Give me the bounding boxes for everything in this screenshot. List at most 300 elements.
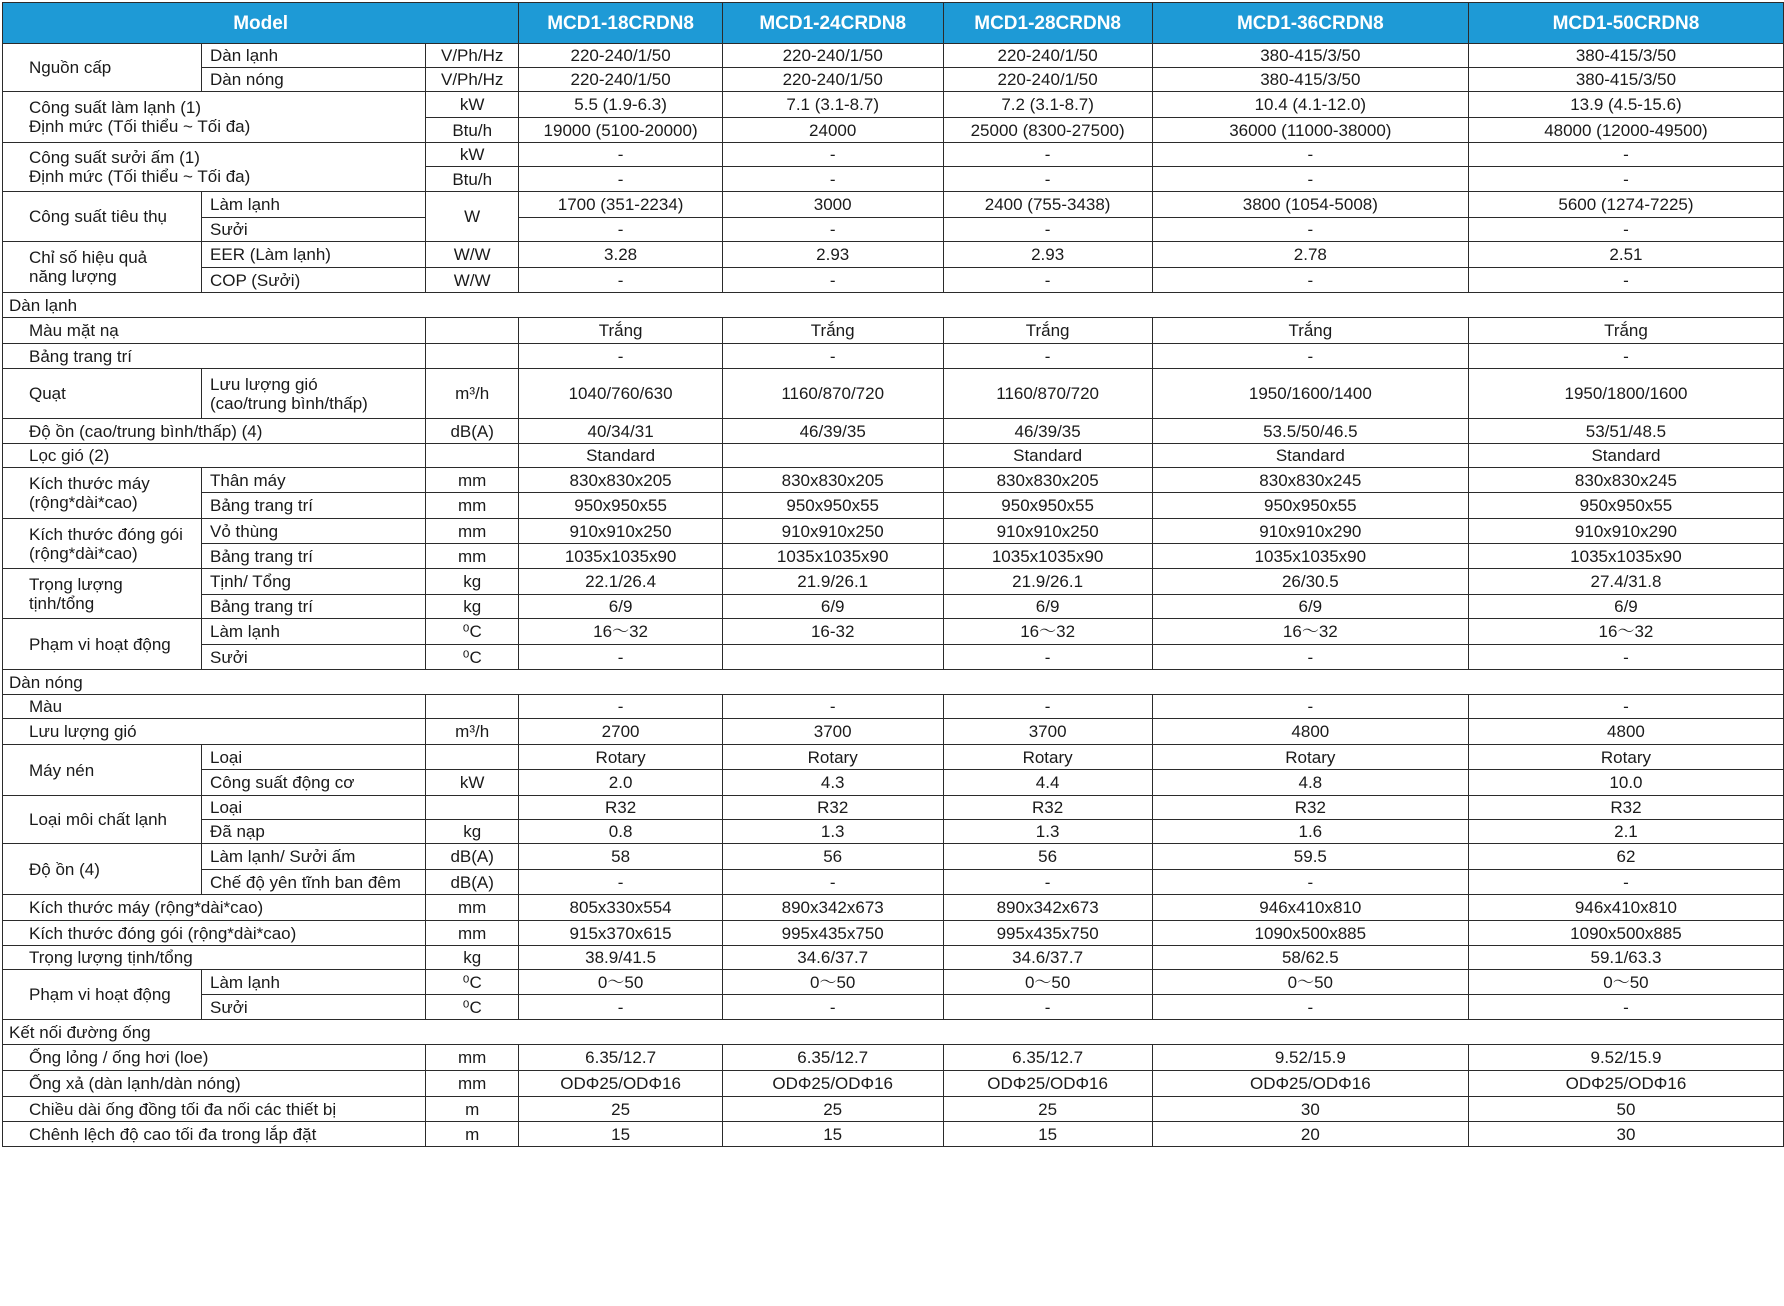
spec-unit: V/Ph/Hz xyxy=(426,68,519,92)
spec-unit: ⁰C xyxy=(426,995,519,1020)
spec-value: Rotary xyxy=(519,745,723,770)
spec-value: 16～32 xyxy=(519,619,723,645)
spec-unit xyxy=(426,444,519,468)
spec-sub-label: Lưu lượng gió (cao/trung bình/thấp) xyxy=(202,369,426,419)
spec-row xyxy=(3,719,1784,745)
spec-group-label: Phạm vi hoạt động xyxy=(3,970,202,1020)
section-row xyxy=(3,293,1784,318)
spec-value: Standard xyxy=(1468,444,1783,468)
spec-value: 2.1 xyxy=(1468,820,1783,844)
spec-value: 220-240/1/50 xyxy=(943,68,1152,92)
spec-value: 46/39/35 xyxy=(943,419,1152,444)
spec-value: - xyxy=(943,344,1152,369)
spec-value: 950x950x55 xyxy=(519,493,723,519)
spec-value: 3700 xyxy=(722,719,943,745)
spec-value: - xyxy=(722,268,943,293)
spec-value: 3000 xyxy=(722,192,943,218)
spec-value: 0～50 xyxy=(519,970,723,995)
spec-value: 15 xyxy=(519,1122,723,1147)
spec-value: 6.35/12.7 xyxy=(943,1045,1152,1071)
spec-value xyxy=(722,645,943,670)
spec-row xyxy=(3,1097,1784,1122)
spec-row xyxy=(3,619,1784,645)
spec-value: 890x342x673 xyxy=(722,895,943,921)
spec-value: 1160/870/720 xyxy=(722,369,943,419)
spec-value: - xyxy=(519,344,723,369)
spec-row xyxy=(3,1045,1784,1071)
spec-value: - xyxy=(1468,268,1783,293)
spec-value: 950x950x55 xyxy=(1468,493,1783,519)
model-name: MCD1-28CRDN8 xyxy=(943,3,1152,44)
spec-value: 30 xyxy=(1152,1097,1468,1122)
spec-row xyxy=(3,569,1784,595)
spec-unit: mm xyxy=(426,921,519,946)
spec-value: R32 xyxy=(722,796,943,820)
spec-sub-label: Sưởi xyxy=(202,645,426,670)
spec-value: 7.1 (3.1-8.7) xyxy=(722,92,943,118)
spec-value: Trắng xyxy=(943,318,1152,344)
spec-value: 910x910x290 xyxy=(1468,519,1783,544)
spec-value: 910x910x290 xyxy=(1152,519,1468,544)
spec-group-label: Nguồn cấp xyxy=(3,44,202,92)
spec-value: 1.6 xyxy=(1152,820,1468,844)
spec-value: 220-240/1/50 xyxy=(722,68,943,92)
spec-value: - xyxy=(943,870,1152,895)
spec-row xyxy=(3,796,1784,820)
spec-unit: mm xyxy=(426,895,519,921)
spec-value: 16～32 xyxy=(943,619,1152,645)
spec-sub-label: Vỏ thùng xyxy=(202,519,426,544)
spec-value: - xyxy=(722,143,943,167)
spec-value: 915x370x615 xyxy=(519,921,723,946)
spec-row xyxy=(3,820,1784,844)
section-row xyxy=(3,1020,1784,1045)
spec-sub-label: COP (Sưởi) xyxy=(202,268,426,293)
spec-row xyxy=(3,318,1784,344)
spec-unit xyxy=(426,318,519,344)
spec-value: 46/39/35 xyxy=(722,419,943,444)
spec-group-label: Công suất sưởi ấm (1) Định mức (Tối thiểu ~ Tối đa) xyxy=(3,143,426,192)
spec-value: ODΦ25/ODΦ16 xyxy=(519,1071,723,1097)
spec-row xyxy=(3,519,1784,544)
spec-value: 34.6/37.7 xyxy=(943,946,1152,970)
spec-unit: m³/h xyxy=(426,369,519,419)
spec-sub-label: Bảng trang trí xyxy=(202,595,426,619)
spec-value: Standard xyxy=(519,444,723,468)
spec-value: 34.6/37.7 xyxy=(722,946,943,970)
spec-value: 0～50 xyxy=(1468,970,1783,995)
spec-sub-label: Dàn lạnh xyxy=(202,44,426,68)
spec-value: - xyxy=(722,167,943,192)
spec-body xyxy=(3,44,1784,1147)
spec-value: 25 xyxy=(722,1097,943,1122)
spec-value: 53/51/48.5 xyxy=(1468,419,1783,444)
spec-value: 25 xyxy=(943,1097,1152,1122)
spec-value: 56 xyxy=(943,844,1152,870)
spec-label: Trọng lượng tịnh/tổng xyxy=(3,946,426,970)
spec-row xyxy=(3,344,1784,369)
spec-value: 1040/760/630 xyxy=(519,369,723,419)
spec-sub-label: Dàn nóng xyxy=(202,68,426,92)
spec-value: 6/9 xyxy=(519,595,723,619)
spec-row xyxy=(3,895,1784,921)
spec-value: 380-415/3/50 xyxy=(1152,44,1468,68)
spec-value: - xyxy=(722,218,943,242)
spec-unit xyxy=(426,745,519,770)
spec-label: Chiều dài ống đồng tối đa nối các thiết bị xyxy=(3,1097,426,1122)
spec-value: Rotary xyxy=(722,745,943,770)
spec-value: 830x830x205 xyxy=(943,468,1152,493)
spec-value: Rotary xyxy=(1468,745,1783,770)
spec-value: - xyxy=(519,268,723,293)
spec-unit: W/W xyxy=(426,268,519,293)
spec-value: 10.4 (4.1-12.0) xyxy=(1152,92,1468,118)
spec-unit: mm xyxy=(426,544,519,569)
spec-value: 2.93 xyxy=(943,242,1152,268)
spec-value: 2.0 xyxy=(519,770,723,796)
spec-value: 3.28 xyxy=(519,242,723,268)
spec-row xyxy=(3,921,1784,946)
spec-sub-label: EER (Làm lạnh) xyxy=(202,242,426,268)
spec-unit: V/Ph/Hz xyxy=(426,44,519,68)
spec-unit: Btu/h xyxy=(426,118,519,143)
spec-value: 910x910x250 xyxy=(943,519,1152,544)
spec-label: Ống xả (dàn lạnh/dàn nóng) xyxy=(3,1071,426,1097)
spec-label: Chênh lệch độ cao tối đa trong lắp đặt xyxy=(3,1122,426,1147)
spec-unit: mm xyxy=(426,519,519,544)
spec-unit: m xyxy=(426,1097,519,1122)
spec-row xyxy=(3,143,1784,167)
spec-group-label: Kích thước đóng gói (rộng*dài*cao) xyxy=(3,519,202,569)
spec-value: 58/62.5 xyxy=(1152,946,1468,970)
spec-sub-label: Bảng trang trí xyxy=(202,544,426,569)
spec-value: - xyxy=(1468,218,1783,242)
spec-sub-label: Loại xyxy=(202,745,426,770)
spec-group-label: Phạm vi hoạt động xyxy=(3,619,202,670)
spec-value: - xyxy=(1152,645,1468,670)
spec-unit: kg xyxy=(426,569,519,595)
spec-row xyxy=(3,444,1784,468)
spec-value: - xyxy=(519,995,723,1020)
spec-value: 62 xyxy=(1468,844,1783,870)
model-name: MCD1-24CRDN8 xyxy=(722,3,943,44)
spec-value: 890x342x673 xyxy=(943,895,1152,921)
spec-value: 4800 xyxy=(1152,719,1468,745)
spec-value: 830x830x205 xyxy=(519,468,723,493)
spec-label: Bảng trang trí xyxy=(3,344,426,369)
spec-value: 2700 xyxy=(519,719,723,745)
spec-value: 9.52/15.9 xyxy=(1152,1045,1468,1071)
spec-value: 0～50 xyxy=(1152,970,1468,995)
spec-value: 10.0 xyxy=(1468,770,1783,796)
spec-value: 59.1/63.3 xyxy=(1468,946,1783,970)
spec-value: - xyxy=(722,870,943,895)
spec-value: 6.35/12.7 xyxy=(722,1045,943,1071)
spec-value: 2400 (755-3438) xyxy=(943,192,1152,218)
spec-value: 220-240/1/50 xyxy=(722,44,943,68)
spec-row xyxy=(3,369,1784,419)
spec-row xyxy=(3,419,1784,444)
spec-label: Ống lỏng / ống hơi (loe) xyxy=(3,1045,426,1071)
spec-unit: ⁰C xyxy=(426,619,519,645)
spec-value: 16-32 xyxy=(722,619,943,645)
spec-sub-label: Đã nạp xyxy=(202,820,426,844)
model-header: Model xyxy=(3,3,519,44)
spec-value: 6.35/12.7 xyxy=(519,1045,723,1071)
spec-value: 1.3 xyxy=(722,820,943,844)
spec-unit: mm xyxy=(426,1045,519,1071)
spec-value: 2.51 xyxy=(1468,242,1783,268)
spec-value: 36000 (11000-38000) xyxy=(1152,118,1468,143)
spec-value: - xyxy=(519,645,723,670)
spec-value: 910x910x250 xyxy=(519,519,723,544)
spec-value: 16～32 xyxy=(1468,619,1783,645)
spec-value: 380-415/3/50 xyxy=(1468,68,1783,92)
spec-value: 1035x1035x90 xyxy=(943,544,1152,569)
spec-unit: mm xyxy=(426,493,519,519)
spec-value: ODΦ25/ODΦ16 xyxy=(722,1071,943,1097)
spec-unit: dB(A) xyxy=(426,419,519,444)
spec-row xyxy=(3,218,1784,242)
spec-unit: kW xyxy=(426,143,519,167)
spec-sub-label: Công suất động cơ xyxy=(202,770,426,796)
spec-value: 830x830x245 xyxy=(1152,468,1468,493)
spec-value: 48000 (12000-49500) xyxy=(1468,118,1783,143)
spec-value: - xyxy=(722,995,943,1020)
spec-value: 950x950x55 xyxy=(1152,493,1468,519)
section-row xyxy=(3,670,1784,695)
spec-value: R32 xyxy=(1468,796,1783,820)
spec-value: 6/9 xyxy=(1152,595,1468,619)
spec-value: 220-240/1/50 xyxy=(943,44,1152,68)
spec-value: 6/9 xyxy=(722,595,943,619)
spec-value: 25 xyxy=(519,1097,723,1122)
spec-sub-label: Sưởi xyxy=(202,218,426,242)
spec-value: 1950/1800/1600 xyxy=(1468,369,1783,419)
spec-value: - xyxy=(1468,870,1783,895)
spec-value: - xyxy=(722,344,943,369)
spec-value: R32 xyxy=(519,796,723,820)
spec-unit xyxy=(426,695,519,719)
spec-value: - xyxy=(519,167,723,192)
spec-value: 4800 xyxy=(1468,719,1783,745)
spec-value: ODΦ25/ODΦ16 xyxy=(1468,1071,1783,1097)
spec-value: 220-240/1/50 xyxy=(519,68,723,92)
spec-value: 6/9 xyxy=(1468,595,1783,619)
spec-value: - xyxy=(1468,143,1783,167)
model-name: MCD1-18CRDN8 xyxy=(519,3,723,44)
spec-value: 3700 xyxy=(943,719,1152,745)
spec-value: 1090x500x885 xyxy=(1468,921,1783,946)
spec-sub-label: Bảng trang trí xyxy=(202,493,426,519)
spec-value: - xyxy=(1468,645,1783,670)
spec-value: - xyxy=(519,695,723,719)
spec-value: 380-415/3/50 xyxy=(1152,68,1468,92)
spec-value: 6/9 xyxy=(943,595,1152,619)
spec-label: Màu xyxy=(3,695,426,719)
spec-unit: m xyxy=(426,1122,519,1147)
spec-value: Standard xyxy=(943,444,1152,468)
spec-value: 38.9/41.5 xyxy=(519,946,723,970)
spec-sub-label: Loại xyxy=(202,796,426,820)
spec-value: 950x950x55 xyxy=(943,493,1152,519)
spec-value: Trắng xyxy=(519,318,723,344)
spec-sub-label: Chế độ yên tĩnh ban đêm xyxy=(202,870,426,895)
spec-value: 15 xyxy=(943,1122,1152,1147)
spec-value: Trắng xyxy=(722,318,943,344)
spec-row xyxy=(3,242,1784,268)
spec-value: 0～50 xyxy=(943,970,1152,995)
spec-value: 995x435x750 xyxy=(943,921,1152,946)
spec-value: - xyxy=(943,645,1152,670)
spec-value: 1035x1035x90 xyxy=(1468,544,1783,569)
spec-value: 2.78 xyxy=(1152,242,1468,268)
spec-unit: kW xyxy=(426,770,519,796)
spec-value: 25000 (8300-27500) xyxy=(943,118,1152,143)
spec-value: 26/30.5 xyxy=(1152,569,1468,595)
spec-value: 946x410x810 xyxy=(1468,895,1783,921)
spec-label: Lọc gió (2) xyxy=(3,444,426,468)
spec-value: 20 xyxy=(1152,1122,1468,1147)
spec-unit: mm xyxy=(426,468,519,493)
spec-value: - xyxy=(1152,995,1468,1020)
spec-row xyxy=(3,970,1784,995)
spec-value: Standard xyxy=(1152,444,1468,468)
spec-value: - xyxy=(1152,218,1468,242)
spec-value: 1035x1035x90 xyxy=(722,544,943,569)
spec-value: 910x910x250 xyxy=(722,519,943,544)
spec-label: Kích thước đóng gói (rộng*dài*cao) xyxy=(3,921,426,946)
spec-value: - xyxy=(943,218,1152,242)
spec-row xyxy=(3,68,1784,92)
spec-value: 830x830x245 xyxy=(1468,468,1783,493)
spec-value: 1.3 xyxy=(943,820,1152,844)
spec-value xyxy=(722,444,943,468)
spec-sub-label: Làm lạnh xyxy=(202,192,426,218)
spec-value: 24000 xyxy=(722,118,943,143)
spec-value: 4.3 xyxy=(722,770,943,796)
spec-unit: kg xyxy=(426,946,519,970)
spec-row xyxy=(3,645,1784,670)
spec-value: - xyxy=(1468,167,1783,192)
section-title: Dàn lạnh xyxy=(3,293,1784,318)
spec-sub-label: Làm lạnh/ Sưởi ấm xyxy=(202,844,426,870)
spec-unit: W/W xyxy=(426,242,519,268)
spec-group-label: Kích thước máy (rộng*dài*cao) xyxy=(3,468,202,519)
spec-value: 30 xyxy=(1468,1122,1783,1147)
spec-sub-label: Làm lạnh xyxy=(202,619,426,645)
spec-value: 1035x1035x90 xyxy=(519,544,723,569)
spec-row xyxy=(3,595,1784,619)
spec-value: 946x410x810 xyxy=(1152,895,1468,921)
spec-group-label: Trọng lượng tịnh/tổng xyxy=(3,569,202,619)
spec-value: 4.4 xyxy=(943,770,1152,796)
spec-value: 995x435x750 xyxy=(722,921,943,946)
spec-value: 0～50 xyxy=(722,970,943,995)
section-title: Kết nối đường ống xyxy=(3,1020,1784,1045)
spec-value: 21.9/26.1 xyxy=(722,569,943,595)
spec-value: - xyxy=(943,695,1152,719)
spec-value: - xyxy=(1468,344,1783,369)
spec-unit xyxy=(426,344,519,369)
spec-value: - xyxy=(943,143,1152,167)
spec-value: - xyxy=(1152,268,1468,293)
spec-unit: m³/h xyxy=(426,719,519,745)
spec-value: - xyxy=(943,995,1152,1020)
spec-value: 2.93 xyxy=(722,242,943,268)
section-title: Dàn nóng xyxy=(3,670,1784,695)
spec-value: R32 xyxy=(1152,796,1468,820)
spec-value: Rotary xyxy=(943,745,1152,770)
spec-value: 9.52/15.9 xyxy=(1468,1045,1783,1071)
spec-row xyxy=(3,493,1784,519)
spec-value: 59.5 xyxy=(1152,844,1468,870)
spec-value: 5600 (1274-7225) xyxy=(1468,192,1783,218)
spec-group-label: Loại môi chất lạnh xyxy=(3,796,202,844)
spec-label: Màu mặt nạ xyxy=(3,318,426,344)
spec-unit: kg xyxy=(426,595,519,619)
spec-value: 950x950x55 xyxy=(722,493,943,519)
spec-value: 0.8 xyxy=(519,820,723,844)
spec-unit: kg xyxy=(426,820,519,844)
spec-value: - xyxy=(1152,695,1468,719)
spec-unit: dB(A) xyxy=(426,844,519,870)
spec-group-label: Công suất tiêu thụ xyxy=(3,192,202,242)
spec-value: 3800 (1054-5008) xyxy=(1152,192,1468,218)
spec-group-label: Công suất làm lạnh (1) Định mức (Tối thiểu ~ Tối đa) xyxy=(3,92,426,143)
spec-value: Trắng xyxy=(1152,318,1468,344)
spec-group-label: Máy nén xyxy=(3,745,202,796)
spec-value: 1035x1035x90 xyxy=(1152,544,1468,569)
spec-value: 5.5 (1.9-6.3) xyxy=(519,92,723,118)
spec-label: Kích thước máy (rộng*dài*cao) xyxy=(3,895,426,921)
spec-unit: mm xyxy=(426,1071,519,1097)
spec-value: 16～32 xyxy=(1152,619,1468,645)
spec-unit: kW xyxy=(426,92,519,118)
spec-value: - xyxy=(519,218,723,242)
spec-value: - xyxy=(519,870,723,895)
spec-row xyxy=(3,870,1784,895)
spec-row xyxy=(3,1071,1784,1097)
spec-value: - xyxy=(722,695,943,719)
spec-row xyxy=(3,268,1784,293)
spec-value: 805x330x554 xyxy=(519,895,723,921)
spec-label: Lưu lượng gió xyxy=(3,719,426,745)
spec-group-label: Độ ồn (4) xyxy=(3,844,202,895)
spec-value: ODΦ25/ODΦ16 xyxy=(943,1071,1152,1097)
spec-value: 53.5/50/46.5 xyxy=(1152,419,1468,444)
spec-value: - xyxy=(1152,344,1468,369)
spec-value: 1090x500x885 xyxy=(1152,921,1468,946)
spec-value: 380-415/3/50 xyxy=(1468,44,1783,68)
spec-row xyxy=(3,1122,1784,1147)
spec-sub-label: Thân máy xyxy=(202,468,426,493)
header-row xyxy=(3,3,1784,44)
spec-unit: ⁰C xyxy=(426,645,519,670)
spec-row xyxy=(3,92,1784,118)
spec-group-label: Chỉ số hiệu quả năng lượng xyxy=(3,242,202,293)
spec-value: 21.9/26.1 xyxy=(943,569,1152,595)
spec-row xyxy=(3,544,1784,569)
spec-row xyxy=(3,192,1784,218)
spec-value: 15 xyxy=(722,1122,943,1147)
spec-row xyxy=(3,995,1784,1020)
spec-value: - xyxy=(1152,143,1468,167)
spec-value: 19000 (5100-20000) xyxy=(519,118,723,143)
spec-sub-label: Sưởi xyxy=(202,995,426,1020)
spec-row xyxy=(3,44,1784,68)
spec-unit: W xyxy=(426,192,519,242)
